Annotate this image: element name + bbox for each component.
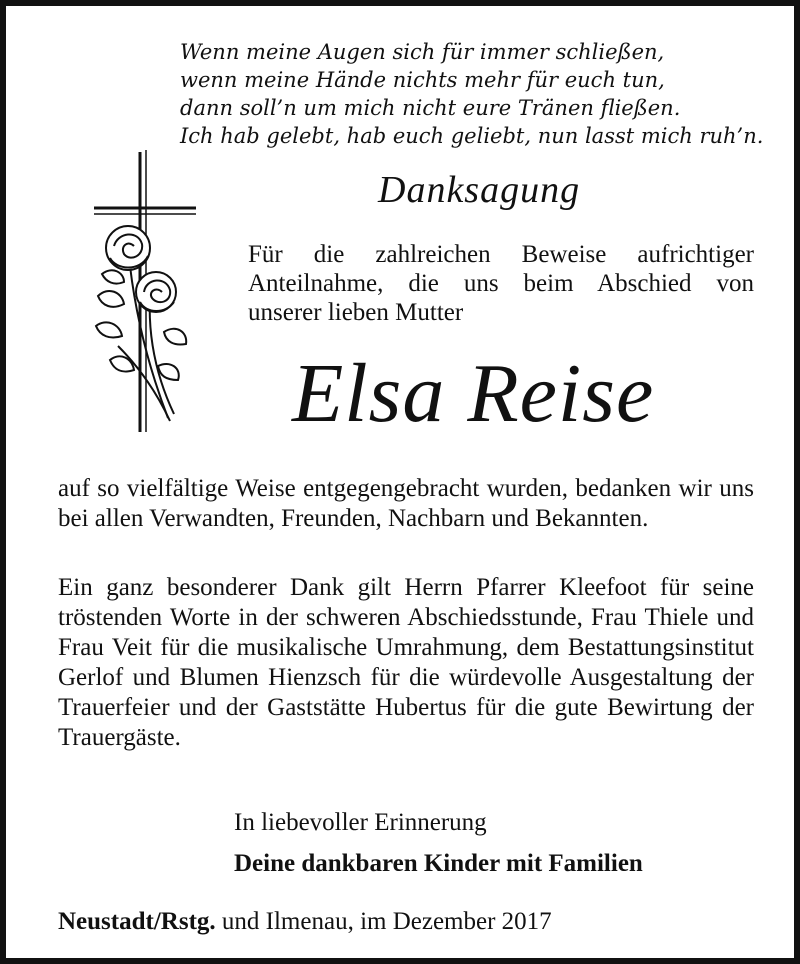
heading-danksagung: Danksagung bbox=[378, 169, 581, 211]
closing-signature: Deine dankbaren Kinder mit Familien bbox=[234, 850, 643, 877]
poem-line: Ich hab gelebt, hab euch geliebt, nun lasst mich ruh’n. bbox=[180, 124, 764, 148]
intro-line: Für die zahlreichen Beweise aufrichtiger bbox=[248, 241, 754, 268]
body-paragraph-2: Ein ganz besonderer Dank gilt Herrn Pfarrer Kleefoot für seine tröstenden Worte in der schweren Abschiedsstunde, Frau Thiele und Frau Veit für die musikalische Umrahmung, dem Bestattungsinstitut Gerlof und Blumen Hienzsch für die würdevolle Ausgestaltung der Trauerfeier und der Gaststätte Hubertus für die gute Bewirtung der Trauergäste. bbox=[58, 574, 754, 751]
intro-line: unserer lieben Mutter bbox=[248, 299, 464, 326]
body-paragraph-1: auf so vielfältige Weise entgegengebracht wurden, bedanken wir uns bei allen Verwandten, Freunden, Nachbarn und Bekannten. bbox=[58, 475, 754, 532]
poem-line: Wenn meine Augen sich für immer schließen, bbox=[180, 40, 665, 64]
intro-line: Anteilnahme, die uns beim Abschied von bbox=[248, 270, 754, 297]
poem-line: dann soll’n um mich nicht eure Tränen fließen. bbox=[180, 96, 681, 120]
footer-rest: und Ilmenau, im Dezember 2017 bbox=[215, 908, 552, 935]
poem-line: wenn meine Hände nichts mehr für euch tun, bbox=[180, 68, 665, 92]
deceased-name: Elsa Reise bbox=[292, 347, 655, 440]
cross-with-roses-icon bbox=[78, 146, 198, 436]
footer-place: Neustadt/Rstg. bbox=[58, 908, 216, 935]
closing-remembrance: In liebevoller Erinnerung bbox=[234, 809, 487, 836]
footer-place-date bbox=[58, 908, 552, 936]
intro-text bbox=[248, 240, 754, 327]
poem bbox=[180, 38, 780, 150]
